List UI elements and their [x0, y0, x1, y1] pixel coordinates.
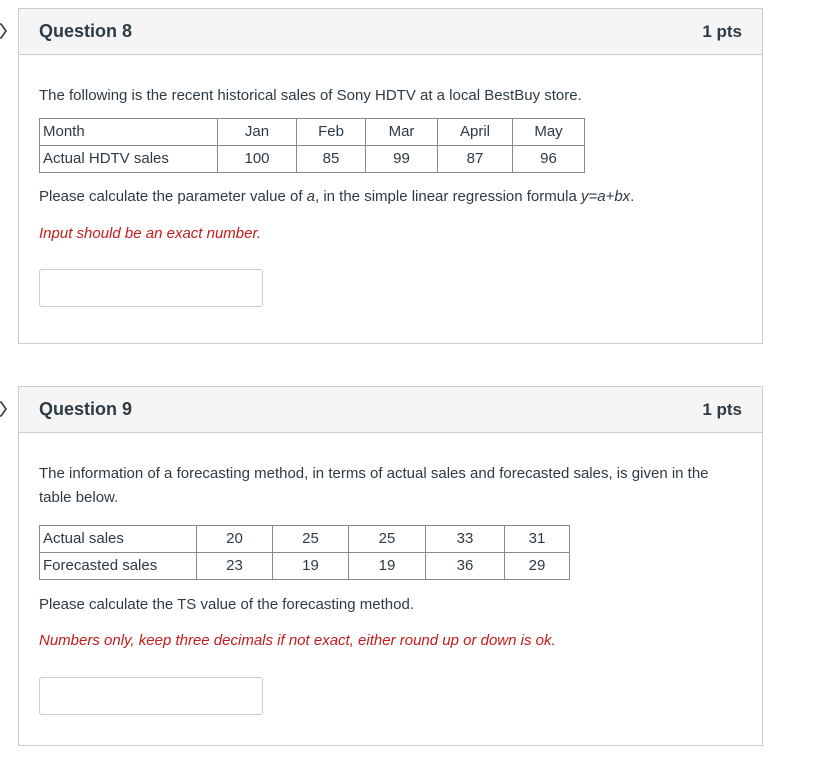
- table-cell: Forecasted sales: [40, 553, 197, 580]
- table-row: [40, 553, 570, 580]
- table-cell: 36: [426, 553, 505, 580]
- question-9-header: [19, 387, 762, 433]
- table-row: [40, 526, 570, 553]
- table-cell: 31: [505, 526, 570, 553]
- question-9-prompt: Please calculate the TS value of the forecasting method.: [39, 596, 414, 613]
- table-row: [40, 146, 585, 173]
- table-cell: 99: [366, 146, 438, 173]
- prompt-formula: y=a+bx: [580, 188, 631, 205]
- table-cell: Month: [40, 119, 218, 146]
- table-cell: May: [513, 119, 585, 146]
- table-cell: 25: [349, 526, 426, 553]
- table-cell: 87: [438, 146, 513, 173]
- question-9-card: [18, 386, 763, 746]
- question-8-table: [39, 118, 585, 173]
- prompt-text: .: [630, 188, 635, 205]
- question-8-header: [19, 9, 762, 55]
- question-8-prompt: [39, 185, 742, 209]
- question-9-intro: The information of a forecasting method, in terms of actual sales and forecasted sales, is given in the table below.: [39, 465, 709, 506]
- question-8-points: 1 pts: [702, 21, 742, 41]
- table-cell: 20: [197, 526, 273, 553]
- question-9-hint: Numbers only, keep three decimals if not exact, either round up or down is ok.: [39, 632, 556, 649]
- table-cell: April: [438, 119, 513, 146]
- table-cell: 19: [273, 553, 349, 580]
- question-9-table: [39, 525, 570, 580]
- table-cell: Jan: [218, 119, 297, 146]
- table-cell: 96: [513, 146, 585, 173]
- flag-question-icon[interactable]: [0, 23, 8, 39]
- table-row: [40, 119, 585, 146]
- table-cell: Actual sales: [40, 526, 197, 553]
- question-8-card: [18, 8, 763, 344]
- table-cell: Actual HDTV sales: [40, 146, 218, 173]
- table-cell: Mar: [366, 119, 438, 146]
- table-cell: Feb: [297, 119, 366, 146]
- question-8-title: Question 8: [39, 21, 133, 41]
- flag-question-icon[interactable]: [0, 401, 8, 417]
- question-8-answer-input[interactable]: [39, 269, 263, 307]
- table-cell: 29: [505, 553, 570, 580]
- question-9-answer-input[interactable]: [39, 677, 263, 715]
- question-9-points: 1 pts: [702, 399, 742, 419]
- question-8-hint: Input should be an exact number.: [39, 225, 262, 242]
- question-9-title: Question 9: [39, 399, 133, 419]
- question-9-body: [19, 462, 762, 715]
- table-cell: 100: [218, 146, 297, 173]
- table-cell: 85: [297, 146, 366, 173]
- table-cell: 23: [197, 553, 273, 580]
- table-cell: 25: [273, 526, 349, 553]
- table-cell: 19: [349, 553, 426, 580]
- question-8-intro: The following is the recent historical sales of Sony HDTV at a local BestBuy store.: [39, 87, 582, 104]
- prompt-text: Please calculate the parameter value of: [39, 188, 307, 205]
- table-cell: 33: [426, 526, 505, 553]
- prompt-variable: a: [306, 188, 315, 205]
- question-8-body: [19, 84, 762, 307]
- prompt-text: , in the simple linear regression formula: [315, 188, 581, 205]
